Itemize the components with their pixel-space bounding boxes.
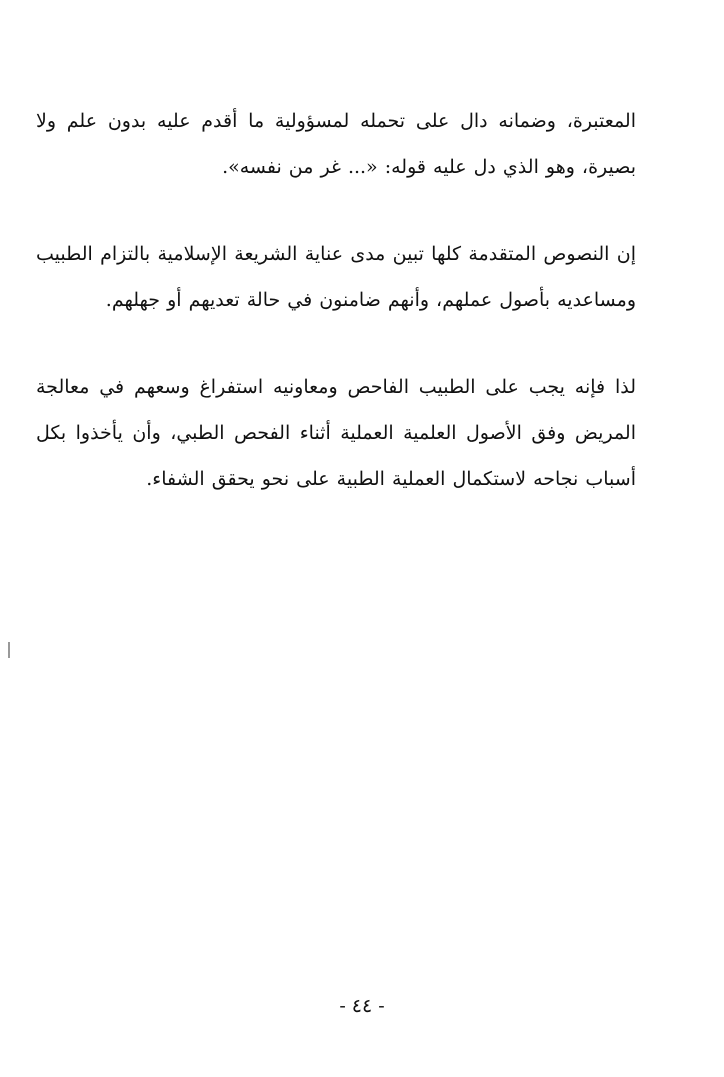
scan-edge-mark: [8, 642, 10, 658]
paragraph-1: المعتبرة، وضمانه دال على تحمله لمسؤولية ما أقدم عليه بدون علم ولا بصيرة، وهو الذي دل عليه قوله: «... غر من نفسه».: [36, 110, 636, 178]
paragraph-3: لذا فإنه يجب على الطبيب الفاحص ومعاونيه استفراغ وسعهم في معالجة المريض وفق الأصول العلمية العملية أثناء الفحص الطبي، وأن يأخذوا بكل أسباب نجاحه لاستكمال العملية الطبية على نحو يحقق الشفاء.: [36, 376, 636, 490]
page-number: - ٤٤ -: [339, 995, 385, 1017]
body-text: [36, 98, 636, 502]
paragraph-2: إن النصوص المتقدمة كلها تبين مدى عناية الشريعة الإسلامية بالتزام الطبيب ومساعديه بأصول عملهم، وأنهم ضامنون في حالة تعديهم أو جهلهم.: [36, 243, 636, 311]
